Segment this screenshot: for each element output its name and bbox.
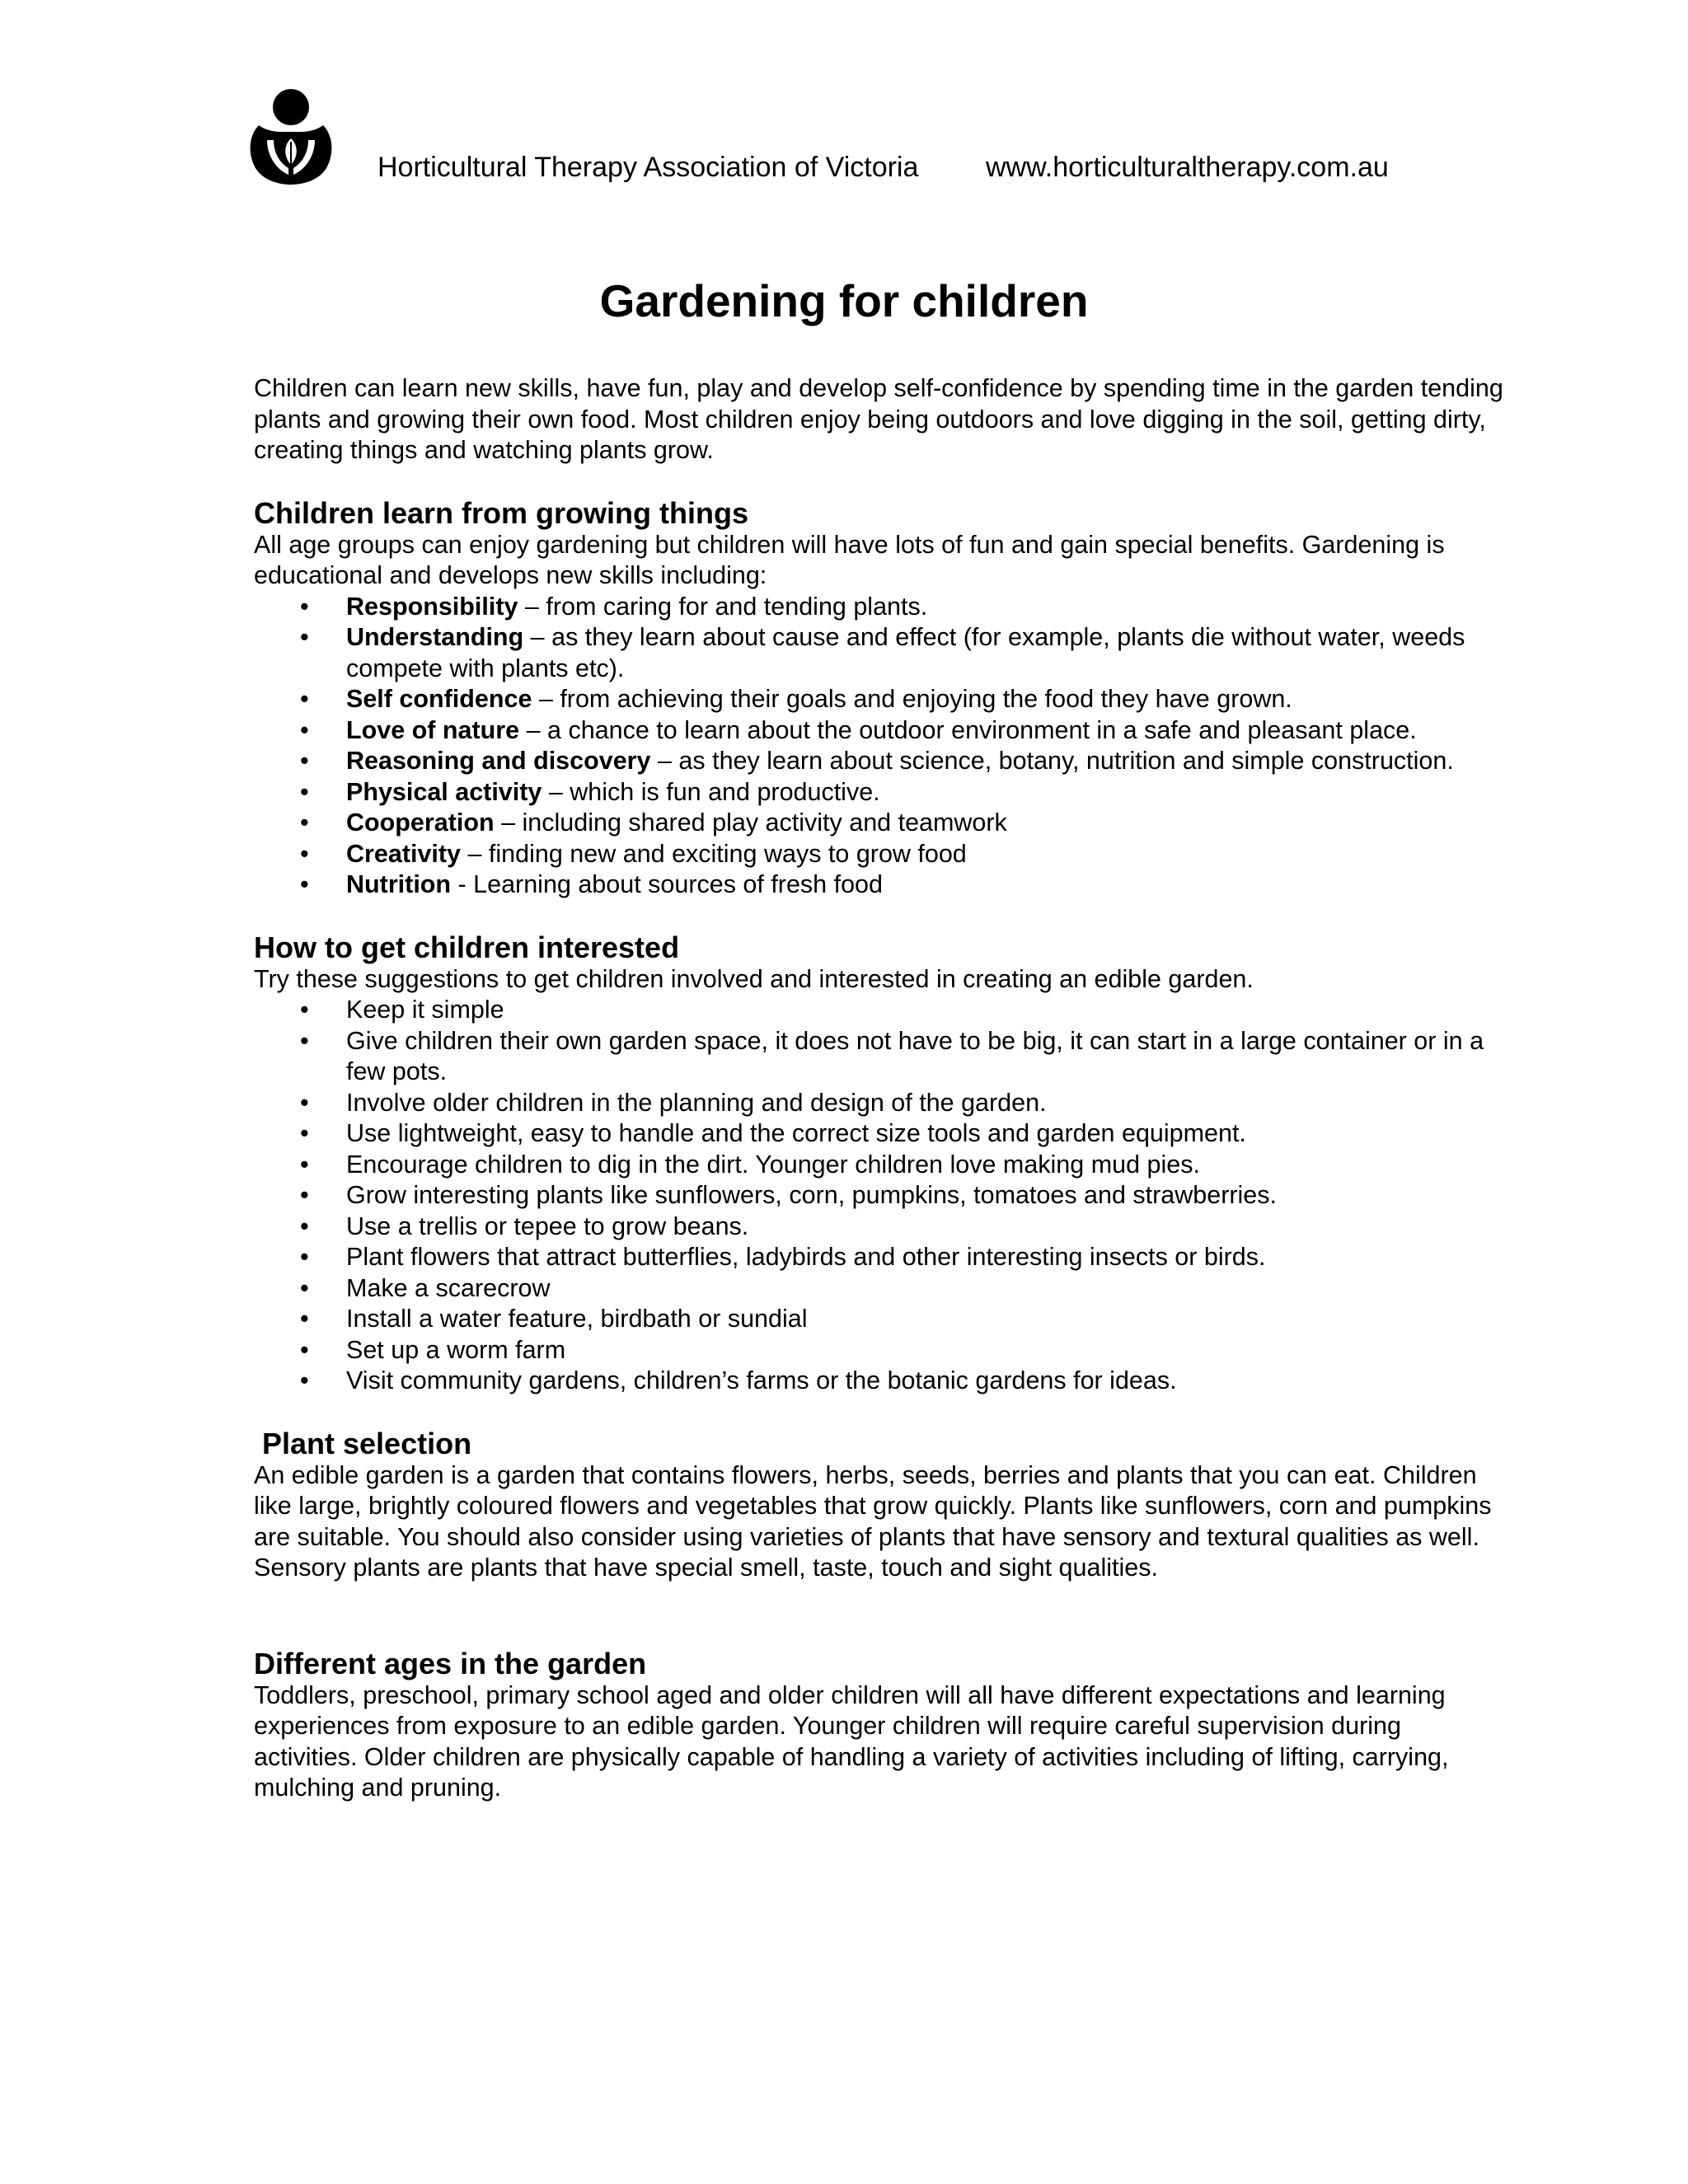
skill-term: Creativity [346,839,462,868]
hands-holding-figure-icon [247,89,335,185]
list-item [254,1304,1507,1335]
organization-name: Horticultural Therapy Association of Victoria [377,152,919,183]
list-item [254,1242,1507,1273]
suggestion-text: Use a trellis or tepee to grow beans. [346,1212,749,1240]
bullet-icon: • [300,1335,309,1364]
suggestion-text: Install a water feature, birdbath or sundial [346,1305,808,1333]
list-item [254,869,1507,901]
section-body-plants: An edible garden is a garden that contains flowers, herbs, seeds, berries and plants that you can eat. Children like large, brightly coloured flowers and vegetables that grow quickly. Plants like sunflowers, corn and pumpkins are suitable. You should also consider using varieties of plants that have sensory and textural qualities as well. Sensory plants are plants that have special smell, taste, touch and sight qualities. [254,1460,1492,1582]
suggestion-text: Involve older children in the planning and design of the garden. [346,1088,1047,1117]
skill-term: Physical activity [346,777,542,806]
section-heading-interest: How to get children interested [254,930,680,964]
list-item [254,1026,1507,1088]
section-body-learn: All age groups can enjoy gardening but children will have lots of fun and gain special benefits. Gardening is educational and develops new skills including: [254,530,1445,589]
bullet-icon: • [300,685,309,713]
bullet-icon: • [300,808,309,837]
suggestion-text: Grow interesting plants like sunflowers, corn, pumpkins, tomatoes and strawberries. [346,1181,1277,1209]
bullet-icon: • [300,715,309,744]
bullet-icon: • [300,1026,309,1055]
list-item [254,1180,1507,1212]
list-item [254,995,1507,1026]
bullet-icon: • [300,1366,309,1394]
bullet-icon: • [300,1212,309,1240]
skill-text: – a chance to learn about the outdoor environment in a safe and pleasant place. [519,715,1417,744]
skill-text: – finding new and exciting ways to grow food [461,839,967,868]
suggestion-text: Set up a worm farm [346,1335,566,1364]
skill-term: Understanding [346,623,524,651]
skill-term: Responsibility [346,592,518,621]
skill-text: – which is fun and productive. [542,777,880,806]
skill-text: – from achieving their goals and enjoying the food they have grown. [532,685,1292,713]
website-link[interactable]: www.horticulturaltherapy.com.au [986,152,1389,183]
list-item [254,1118,1507,1150]
section-heading-learn: Children learn from growing things [254,495,749,530]
skill-text: - Learning about sources of fresh food [451,870,883,898]
suggestion-text: Encourage children to dig in the dirt. Younger children love making mud pies. [346,1150,1200,1179]
suggestion-text: Plant flowers that attract butterflies, ladybirds and other interesting insects or birds. [346,1243,1266,1271]
skill-term: Nutrition [346,870,452,898]
bullet-icon: • [300,592,309,621]
bullet-icon: • [300,623,309,651]
suggestion-text: Keep it simple [346,996,504,1024]
skill-term: Self confidence [346,685,532,713]
skill-text: – as they learn about cause and effect (for example, plants die without water, weeds compete with plants etc). [346,623,1465,682]
bullet-icon: • [300,1181,309,1209]
list-item [254,1335,1507,1366]
list-item [254,1212,1507,1243]
list-item [254,746,1507,777]
list-item [254,1088,1507,1119]
skills-list [254,592,1507,901]
bullet-icon: • [300,1243,309,1271]
suggestion-text: Visit community gardens, children’s farms or the botanic gardens for ideas. [346,1366,1177,1394]
bullet-icon: • [300,1273,309,1302]
list-item [254,1366,1507,1397]
list-item [254,1150,1507,1181]
section-body-interest: Try these suggestions to get children involved and interested in creating an edible garden. [254,964,1254,993]
list-item [254,592,1507,623]
bullet-icon: • [300,1088,309,1117]
bullet-icon: • [300,777,309,806]
suggestion-text: Make a scarecrow [346,1273,551,1302]
bullet-icon: • [300,1305,309,1333]
list-item [254,808,1507,839]
list-item [254,1273,1507,1305]
list-item [254,777,1507,808]
skill-term: Reasoning and discovery [346,747,651,775]
bullet-icon: • [300,870,309,898]
bullet-icon: • [300,839,309,868]
section-heading-plants: Plant selection [262,1426,472,1460]
skill-term: Love of nature [346,715,520,744]
page-title: Gardening for children [599,275,1089,326]
bullet-icon: • [300,1150,309,1179]
list-item [254,684,1507,715]
suggestion-text: Give children their own garden space, it does not have to be big, it can start in a large container or in a few pots. [346,1026,1484,1085]
skill-text: – including shared play activity and teamwork [494,808,1007,837]
list-item [254,839,1507,870]
skill-term: Cooperation [346,808,495,837]
list-item [254,622,1507,684]
intro-paragraph: Children can learn new skills, have fun, play and develop self-confidence by spending time in the garden tending plants and growing their own food. Most children enjoy being outdoors and love digging in the soil, getting dirty, creating things and watching plants grow. [254,374,1503,464]
list-item [254,715,1507,747]
section-body-ages: Toddlers, preschool, primary school aged and older children will all have different expectations and learning experiences from exposure to an edible garden. Younger children will require careful supervision during activities. Older children are physically capable of handling a variety of activities including of lifting, carrying, mulching and pruning. [254,1680,1449,1802]
section-heading-ages: Different ages in the garden [254,1646,647,1680]
bullet-icon: • [300,1119,309,1147]
document-body [254,373,1507,1804]
suggestion-text: Use lightweight, easy to handle and the correct size tools and garden equipment. [346,1119,1246,1147]
suggestions-list [254,995,1507,1397]
bullet-icon: • [300,996,309,1024]
skill-text: – as they learn about science, botany, nutrition and simple construction. [650,747,1454,775]
bullet-icon: • [300,747,309,775]
skill-text: – from caring for and tending plants. [518,592,928,621]
